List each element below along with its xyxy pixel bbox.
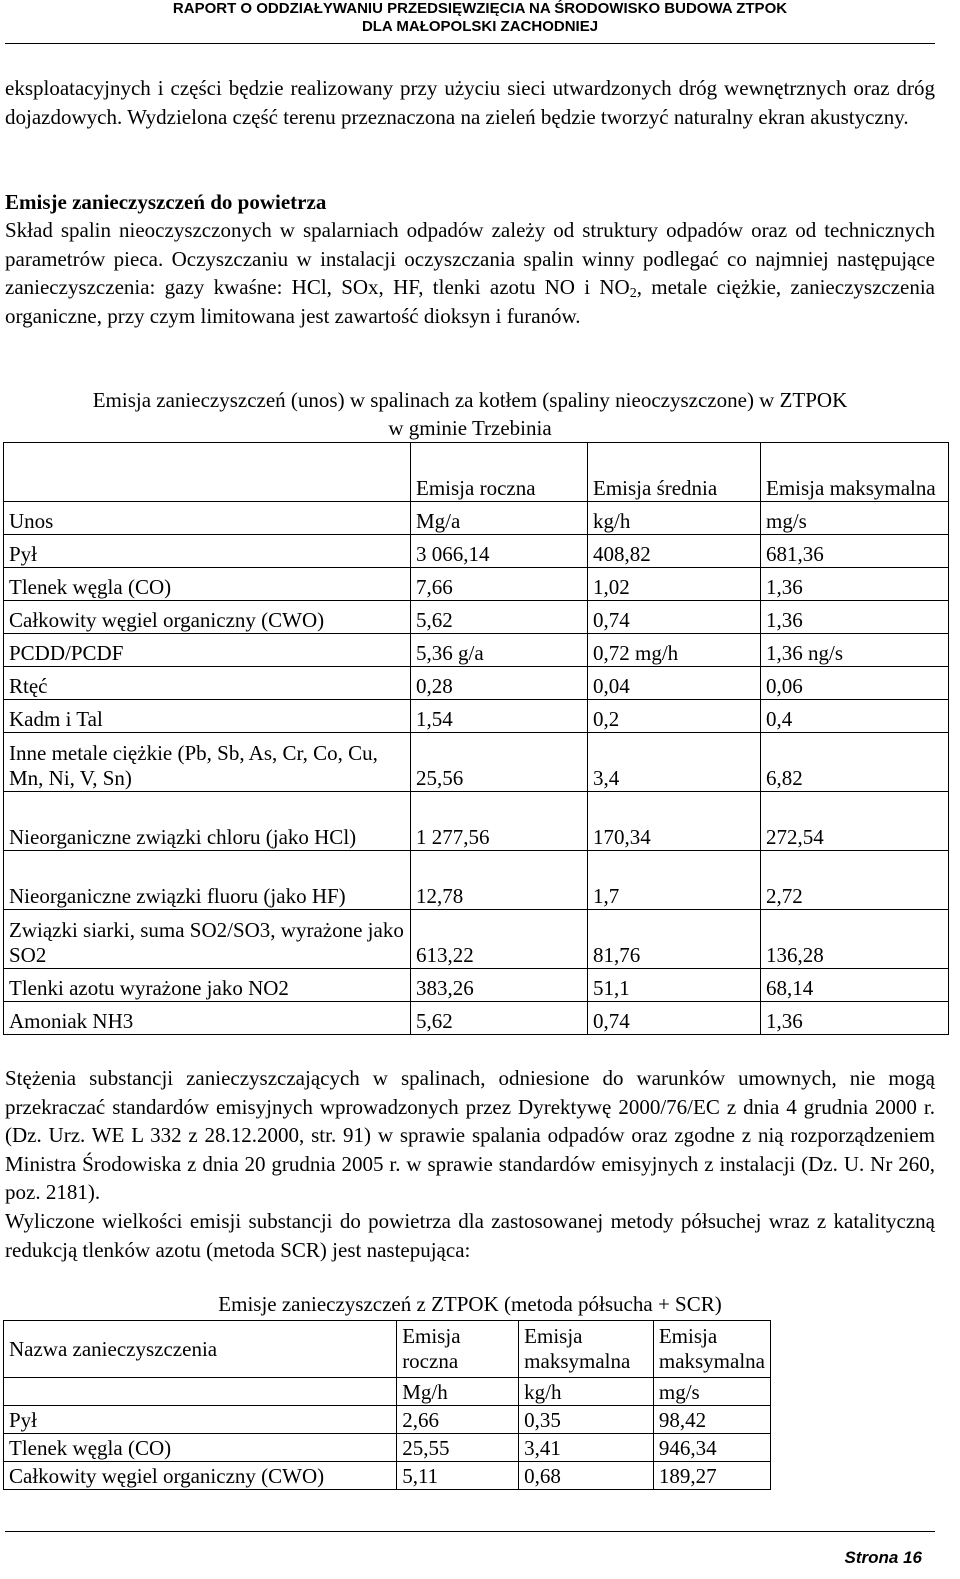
pollutant-cell: Kadm i Tal	[4, 700, 411, 733]
units-cell: kg/h	[588, 502, 761, 535]
pollutant-cell: Związki siarki, suma SO2/SO3, wyrażone jako SO2	[4, 910, 411, 969]
emissions-text-b: , metale ciężkie, zanieczyszczenia organiczne, przy czym limitowana jest zawartość dioksyn i furanów.	[5, 275, 936, 328]
calculated-paragraph: Wyliczone wielkości emisji substancji do powietrza dla zastosowanej metody półsuchej wraz z katalityczną redukcją tlenków azotu (metoda SCR) jest nastepująca:	[5, 1209, 935, 1262]
table-units-row	[4, 1378, 771, 1406]
table-units-row	[4, 502, 949, 535]
pollutant-cell: PCDD/PCDF	[4, 634, 411, 667]
pollutant-cell: Tlenek węgla (CO)	[4, 568, 411, 601]
table1-caption	[5, 386, 935, 442]
pollutant-cell: Tlenek węgla (CO)	[4, 1434, 397, 1462]
value-cell: 0,35	[519, 1406, 654, 1434]
page-header	[0, 0, 960, 36]
value-cell: 681,36	[761, 535, 949, 568]
value-cell: 0,04	[588, 667, 761, 700]
value-cell: 1,36	[761, 1002, 949, 1035]
value-cell: 2,66	[397, 1406, 519, 1434]
header-cell	[4, 443, 411, 502]
pollutant-cell: Tlenki azotu wyrażone jako NO2	[4, 969, 411, 1002]
value-cell: 3,41	[519, 1434, 654, 1462]
table1-caption-line-2: w gminie Trzebinia	[388, 416, 552, 440]
value-cell: 51,1	[588, 969, 761, 1002]
value-cell: 0,2	[588, 700, 761, 733]
value-cell: 1,36	[761, 601, 949, 634]
value-cell: 5,36 g/a	[411, 634, 588, 667]
footer-divider	[5, 1531, 935, 1532]
pollutant-cell: Nieorganiczne związki fluoru (jako HF)	[4, 851, 411, 910]
units-cell: mg/s	[761, 502, 949, 535]
value-cell: 81,76	[588, 910, 761, 969]
value-cell: 0,74	[588, 601, 761, 634]
value-cell: 5,62	[411, 1002, 588, 1035]
units-cell	[4, 1378, 397, 1406]
header-line-1: RAPORT O ODDZIAŁYWANIU PRZEDSIĘWZIĘCIA NA ŚRODOWISKO BUDOWA ZTPOK	[172, 0, 788, 17]
table-row	[4, 568, 949, 601]
value-cell: 408,82	[588, 535, 761, 568]
value-cell: 98,42	[653, 1406, 770, 1434]
value-cell: 0,72 mg/h	[588, 634, 761, 667]
header-divider	[5, 43, 935, 44]
no2-subscript: 2	[629, 286, 637, 302]
value-cell: 0,06	[761, 667, 949, 700]
units-cell: kg/h	[519, 1378, 654, 1406]
table-header-row	[4, 1321, 771, 1378]
value-cell: 25,55	[397, 1434, 519, 1462]
page-number: Strona 16	[844, 1548, 922, 1567]
section-heading: Emisje zanieczyszczeń do powietrza	[5, 190, 327, 214]
value-cell: 613,22	[411, 910, 588, 969]
value-cell: 1,54	[411, 700, 588, 733]
value-cell: 3,4	[588, 733, 761, 792]
emissions-text-a: Skład spalin nieoczyszczonych w spalarniach odpadów zależy od struktury odpadów oraz od technicznych parametrów pieca. Oczyszczaniu w instalacji oczyszczania spalin winny podlegać co najmniej następujące zanieczyszczenia: gazy kwaśne: HCl, SOx, HF, tlenki azotu NO i NO	[5, 218, 935, 300]
value-cell: 0,74	[588, 1002, 761, 1035]
table-row	[4, 667, 949, 700]
pollutant-cell: Rtęć	[4, 667, 411, 700]
value-cell: 272,54	[761, 792, 949, 851]
pollutant-cell: Amoniak NH3	[4, 1002, 411, 1035]
value-cell: 5,11	[397, 1462, 519, 1490]
table-row	[4, 1434, 771, 1462]
value-cell: 1,36	[761, 568, 949, 601]
table1-caption-line-1: Emisja zanieczyszczeń (unos) w spalinach za kotłem (spaliny nieoczyszczone) w ZTPOK	[92, 388, 848, 412]
table-row	[4, 851, 949, 910]
table-header-row	[4, 443, 949, 502]
value-cell: 1,7	[588, 851, 761, 910]
intro-paragraph: eksploatacyjnych i części będzie realizowany przy użyciu sieci utwardzonych dróg wewnętrznych oraz dróg dojazdowych. Wydzielona część terenu przeznaczona na zieleń będzie tworzyć naturalny ekran akustyczny.	[5, 76, 935, 129]
units-cell: Unos	[4, 502, 411, 535]
value-cell: 0,28	[411, 667, 588, 700]
value-cell: 1 277,56	[411, 792, 588, 851]
table-row	[4, 733, 949, 792]
header-cell: Emisja maksymalna	[761, 443, 949, 502]
pollutant-cell: Pył	[4, 535, 411, 568]
value-cell: 0,68	[519, 1462, 654, 1490]
header-cell: Emisja roczna	[397, 1321, 519, 1378]
header-cell: Emisja maksymalna	[653, 1321, 770, 1378]
table-row	[4, 601, 949, 634]
value-cell: 946,34	[653, 1434, 770, 1462]
pollutant-cell: Pył	[4, 1406, 397, 1434]
value-cell: 6,82	[761, 733, 949, 792]
units-cell: Mg/a	[411, 502, 588, 535]
table2-caption: Emisje zanieczyszczeń z ZTPOK (metoda półsucha + SCR)	[218, 1292, 722, 1316]
value-cell: 5,62	[411, 601, 588, 634]
value-cell: 170,34	[588, 792, 761, 851]
value-cell: 383,26	[411, 969, 588, 1002]
value-cell: 2,72	[761, 851, 949, 910]
header-cell: Emisja maksymalna	[519, 1321, 654, 1378]
units-cell: Mg/h	[397, 1378, 519, 1406]
table-row	[4, 1406, 771, 1434]
table-row	[4, 535, 949, 568]
pollutant-cell: Inne metale ciężkie (Pb, Sb, As, Cr, Co, Cu, Mn, Ni, V, Sn)	[4, 733, 411, 792]
header-cell: Emisja średnia	[588, 443, 761, 502]
table-row	[4, 910, 949, 969]
value-cell: 189,27	[653, 1462, 770, 1490]
pollutant-cell: Całkowity węgiel organiczny (CWO)	[4, 1462, 397, 1490]
concentrations-paragraph: Stężenia substancji zanieczyszczających w spalinach, odniesione do warunków umownych, nie mogą przekraczać standardów emisyjnych wprowadzonych przez Dyrektywę 2000/76/EC z dnia 4 grudnia 2000 r. (Dz. Urz. WE L 332 z 28.12.2000, str. 91) w sprawie spalania odpadów oraz zgodne z nią rozporządzeniem Ministra Środowiska z dnia 20 grudnia 2005 r. w sprawie standardów emisyjnych z instalacji (Dz. U. Nr 260, poz. 2181).	[5, 1066, 935, 1205]
table-row	[4, 700, 949, 733]
pollutant-cell: Całkowity węgiel organiczny (CWO)	[4, 601, 411, 634]
table-row	[4, 634, 949, 667]
emissions-paragraph	[5, 216, 935, 330]
scr-emissions-table	[3, 1320, 771, 1490]
value-cell: 0,4	[761, 700, 949, 733]
value-cell: 136,28	[761, 910, 949, 969]
value-cell: 25,56	[411, 733, 588, 792]
value-cell: 68,14	[761, 969, 949, 1002]
value-cell: 1,02	[588, 568, 761, 601]
table-row	[4, 1002, 949, 1035]
units-cell: mg/s	[653, 1378, 770, 1406]
value-cell: 3 066,14	[411, 535, 588, 568]
pollutant-cell: Nieorganiczne związki chloru (jako HCl)	[4, 792, 411, 851]
header-cell: Emisja roczna	[411, 443, 588, 502]
value-cell: 7,66	[411, 568, 588, 601]
table-row	[4, 792, 949, 851]
table-row	[4, 969, 949, 1002]
raw-emissions-table	[3, 442, 949, 1035]
value-cell: 1,36 ng/s	[761, 634, 949, 667]
header-cell: Nazwa zanieczyszczenia	[4, 1321, 397, 1378]
table-row	[4, 1462, 771, 1490]
value-cell: 12,78	[411, 851, 588, 910]
header-line-2: DLA MAŁOPOLSKI ZACHODNIEJ	[361, 18, 599, 35]
